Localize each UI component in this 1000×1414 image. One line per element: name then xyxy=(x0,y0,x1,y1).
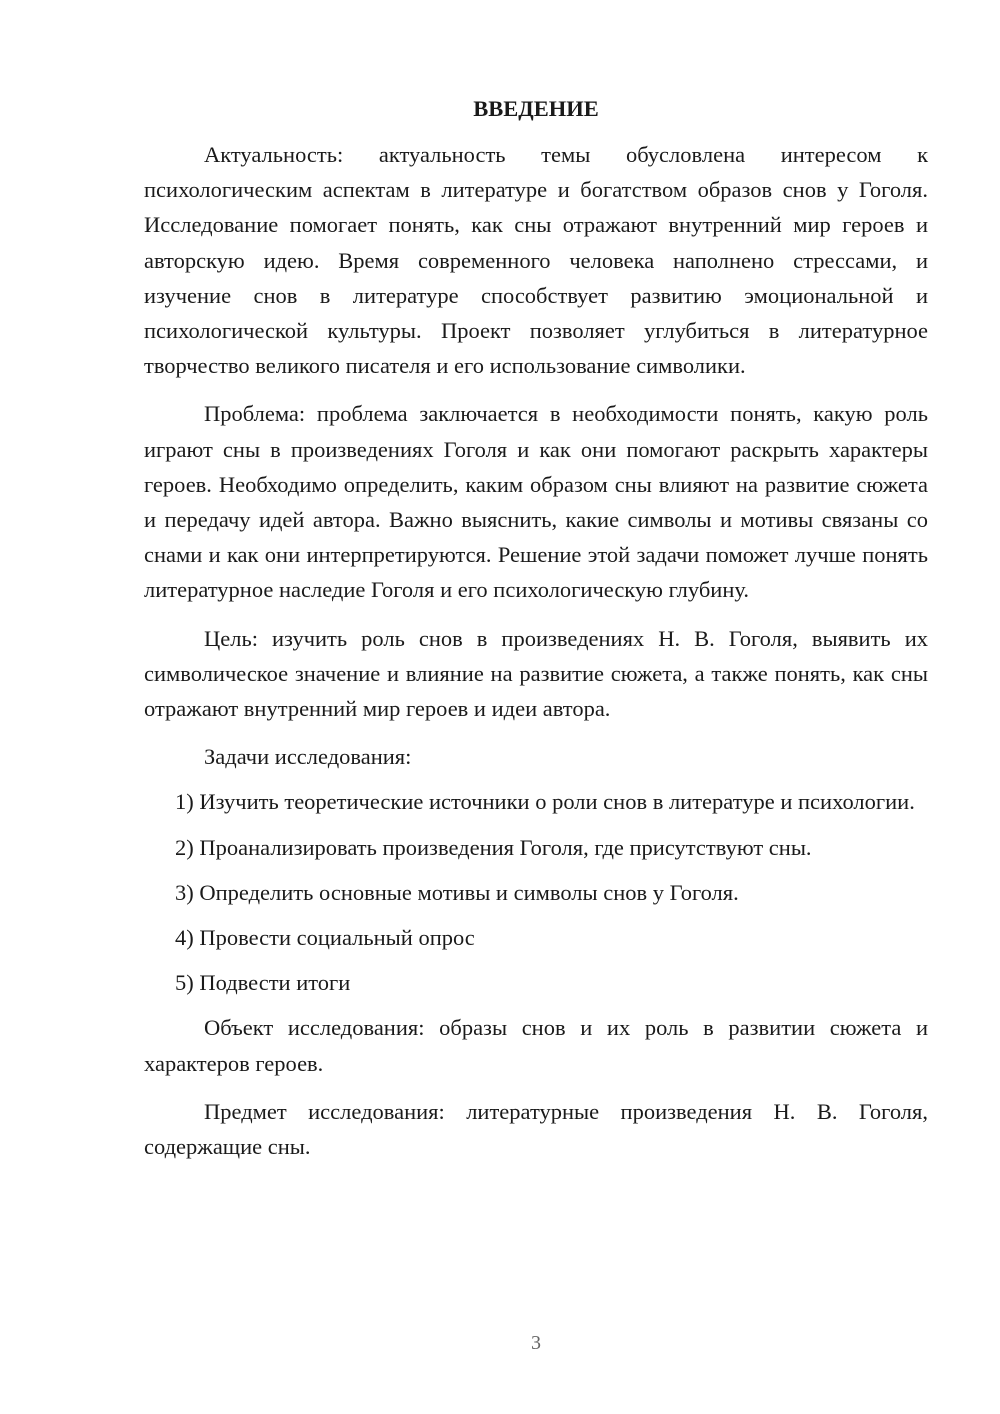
relevance-paragraph: Актуальность: актуальность темы обусловлена интересом к психологическим аспектам в литературе и богатством образов снов у Гоголя. Исследование помогает понять, как сны отражают внутренний мир героев и авторскую идею. Время современного человека наполнено стрессами, и изучение снов в литературе способствует развитию эмоциональной и психологической культуры. Проект позволяет углубиться в литературное творчество великого писателя и его использование символики. xyxy=(144,142,928,379)
list-item: 3) Определить основные мотивы и символы снов у Гоголя. xyxy=(175,879,739,905)
list-item: 1) Изучить теоретические источники о роли снов в литературе и психологии. xyxy=(175,789,915,815)
goal-paragraph: Цель: изучить роль снов в произведениях Н. В. Гоголя, выявить их символическое значение и влияние на развитие сюжета, а также понять, как сны отражают внутренний мир героев и идеи автора. xyxy=(144,625,928,722)
document-page xyxy=(144,94,928,1177)
section-title: ВВЕДЕНИЕ xyxy=(473,96,599,121)
list-item: 2) Проанализировать произведения Гоголя, где присутствуют сны. xyxy=(175,834,812,860)
subject-paragraph: Предмет исследования: литературные произведения Н. В. Гоголя, содержащие сны. xyxy=(144,1098,928,1160)
page-number: 3 xyxy=(531,1332,541,1354)
list-item: 5) Подвести итоги xyxy=(175,970,351,996)
tasks-heading: Задачи исследования: xyxy=(204,744,412,770)
tasks-list xyxy=(144,784,928,1000)
problem-paragraph: Проблема: проблема заключается в необходимости понять, какую роль играют сны в произведениях Гоголя и как они помогают раскрыть характеры героев. Необходимо определить, каким образом сны влияют на развитие сюжета и передачу идей автора. Важно выяснить, какие символы и мотивы связаны со снами и как они интерпретируются. Решение этой задачи поможет лучше понять литературное наследие Гоголя и его психологическую глубину. xyxy=(144,401,928,603)
object-paragraph: Объект исследования: образы снов и их роль в развитии сюжета и характеров героев. xyxy=(144,1015,928,1076)
list-item: 4) Провести социальный опрос xyxy=(175,925,475,951)
